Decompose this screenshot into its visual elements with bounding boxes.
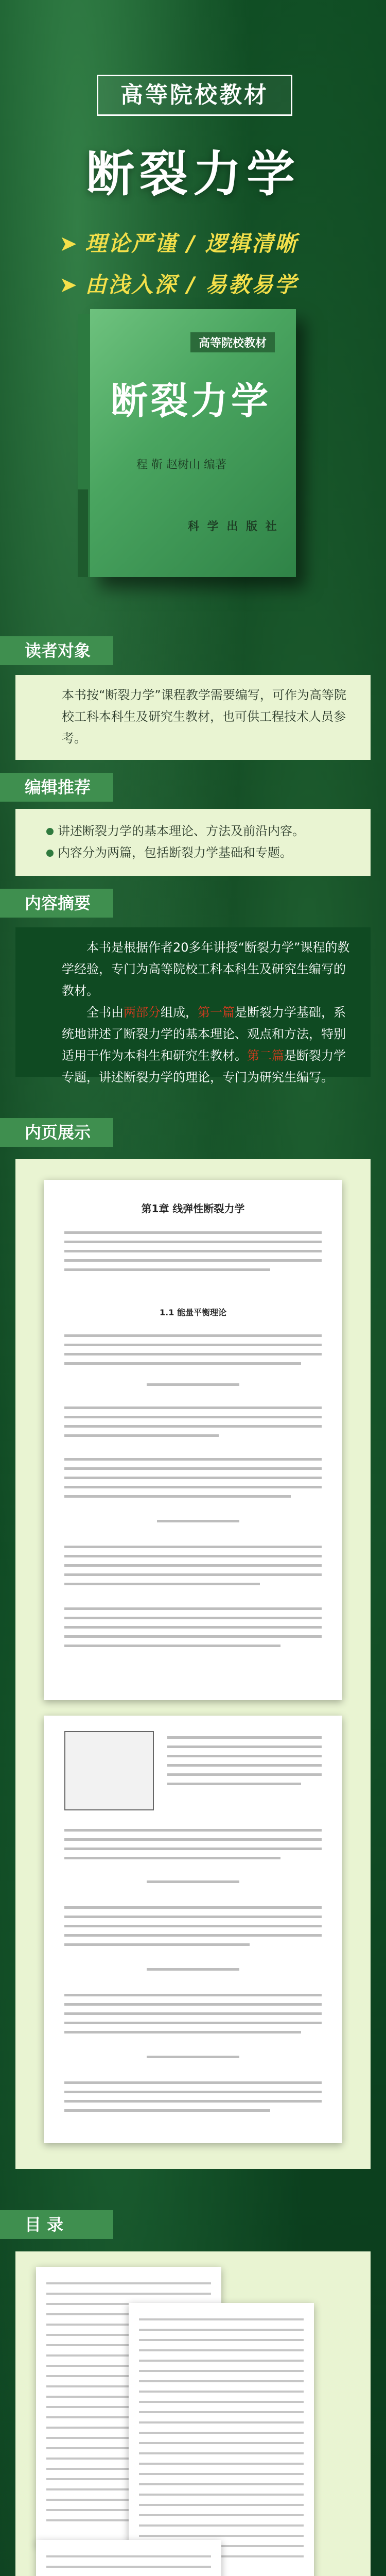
bullet-icon bbox=[46, 828, 54, 835]
recommend-item-text: 讲述断裂力学的基本理论、方法及前沿内容。 bbox=[58, 824, 305, 838]
summary-text: 是断裂力学基础，系统地讲述了断裂力学的基本理论、观点和方法，特别适用于作为本科生和研究生教材。 bbox=[62, 1005, 346, 1063]
arrow-icon: ➤ bbox=[59, 231, 79, 256]
summary-text: 组成， bbox=[161, 1005, 198, 1020]
toc-page-3 bbox=[36, 2540, 221, 2576]
preview-heading: 内页展示 bbox=[0, 1118, 113, 1147]
book-cover bbox=[90, 309, 296, 577]
hero-title: 断裂力学 bbox=[85, 146, 300, 202]
bullet-icon bbox=[46, 850, 54, 857]
toc-panel bbox=[15, 2251, 371, 2576]
summary-p1: 本书是根据作者20多年讲授“断裂力学”课程的教学经验，专门为高等院校工科本科生及研究生编写的教材。 bbox=[62, 940, 350, 998]
slogan-2 bbox=[59, 268, 337, 298]
summary-highlight: 两部分 bbox=[124, 1005, 161, 1020]
arrow-icon: ➤ bbox=[59, 272, 79, 297]
book-authors: 程 靳 赵树山 编著 bbox=[136, 459, 226, 471]
recommend-panel bbox=[15, 809, 371, 876]
audience-panel bbox=[15, 675, 371, 760]
preview-page-1 bbox=[44, 1180, 342, 1700]
hero-banner bbox=[0, 0, 386, 618]
book-category: 高等院校教材 bbox=[190, 332, 275, 352]
slogan-1 bbox=[59, 227, 337, 257]
summary-highlight: 第二篇 bbox=[247, 1048, 284, 1063]
summary-heading: 内容摘要 bbox=[0, 889, 113, 918]
recommend-item bbox=[46, 842, 355, 863]
slogan-1-text: 理论严谨 / 逻辑清晰 bbox=[85, 231, 298, 256]
recommend-heading: 编辑推荐 bbox=[0, 773, 113, 802]
figure bbox=[64, 1731, 154, 1810]
recommend-item-text: 内容分为两篇，包括断裂力学基础和专题。 bbox=[58, 845, 292, 860]
toc-page-2 bbox=[129, 2303, 314, 2576]
summary-panel bbox=[15, 927, 371, 1084]
book-publisher: 科 学 出 版 社 bbox=[188, 520, 279, 533]
summary-text: 全书由 bbox=[86, 1005, 124, 1020]
preview-page-2 bbox=[44, 1716, 342, 2143]
preview-section: 1.1 能量平衡理论 bbox=[160, 1308, 226, 1317]
recommend-item bbox=[46, 820, 355, 842]
summary-highlight: 第一篇 bbox=[198, 1005, 235, 1020]
toc-heading: 目 录 bbox=[0, 2210, 113, 2239]
summary-text: 是断裂力学专题，讲述断裂力学的理论，专门为研究生编写。 bbox=[62, 1048, 346, 1084]
audience-text: 本书按“断裂力学”课程教学需要编写，可作为高等院校工科本科生及研究生教材，也可供工程技术人员参考。 bbox=[62, 688, 346, 745]
preview-chapter: 第1章 线弹性断裂力学 bbox=[141, 1202, 245, 1215]
summary-p2 bbox=[62, 1002, 350, 1088]
audience-heading: 读者对象 bbox=[0, 636, 113, 665]
series-label: 高等院校教材 bbox=[97, 75, 292, 116]
book-ribbon bbox=[78, 489, 88, 577]
book-title: 断裂力学 bbox=[111, 379, 272, 422]
slogan-2-text: 由浅入深 / 易教易学 bbox=[85, 272, 298, 297]
preview-panel bbox=[15, 1159, 371, 2169]
